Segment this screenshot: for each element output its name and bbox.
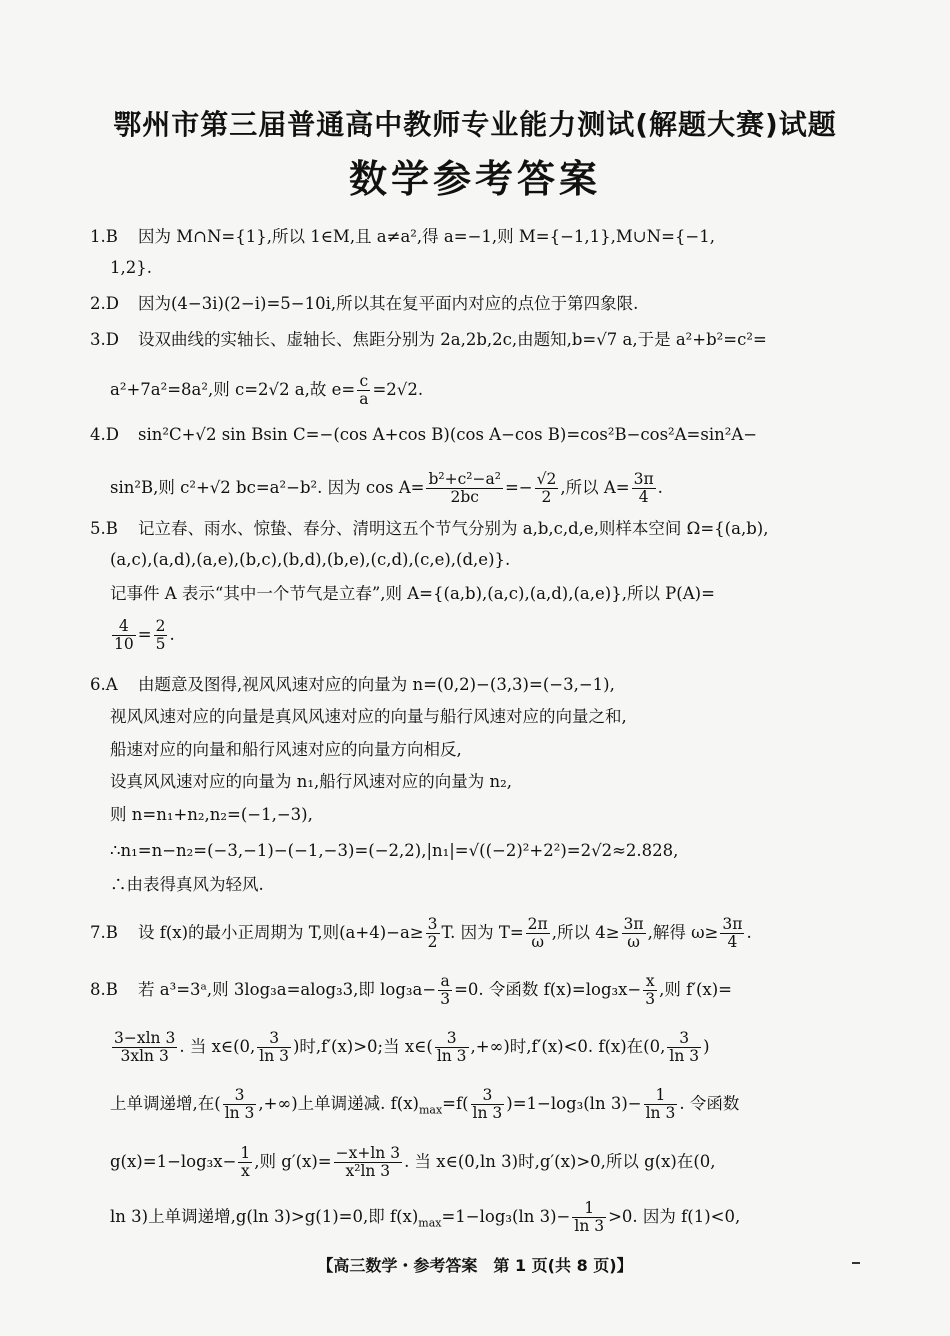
answer-text: =−: [504, 478, 533, 497]
fraction-3-over-ln3: $\frac{3}{\ln 3}$: [436, 1029, 467, 1065]
answer-text: a²+7a²=8a²,则 c=2√2 a,故 e=: [110, 380, 356, 399]
answer-4: [90, 424, 862, 446]
answer-8-cont: [110, 1145, 862, 1180]
exam-title: 鄂州市第三届普通高中教师专业能力测试(解题大赛)试题: [113, 108, 837, 141]
answer-8-cont: [110, 1087, 862, 1122]
answer-text: ,则 f′(x)=: [659, 980, 732, 999]
answer-number: 2.D: [90, 294, 119, 313]
answer-text: 记立春、雨水、惊蛰、春分、清明这五个节气分别为 a,b,c,d,e,则样本空间 Ω={(a,b),: [138, 519, 769, 538]
answer-text: 设双曲线的实轴长、虚轴长、焦距分别为 2a,2b,2c,由题知,b=√7 a,于是 a²+b²=c²=: [138, 330, 767, 349]
answer-text: ∴n₁=n−n₂=(−3,−1)−(−1,−3)=(−2,2),|n₁|=√((−2)²+2²)=2√2≈2.828,: [110, 841, 679, 860]
answer-text: sin²B,则 c²+√2 bc=a²−b². 因为 cos A=: [110, 478, 425, 497]
fraction-c-over-a: $\frac{c}{a}$: [359, 372, 369, 408]
fraction-fprime: $\frac{3-xln 3}{3xln 3}$: [114, 1029, 176, 1065]
fraction-3-over-ln3: $\frac{3}{\ln 3}$: [224, 1086, 255, 1122]
answer-6-cont: [110, 874, 862, 896]
answer-text: 1,2}.: [110, 258, 152, 277]
answer-text: >0. 因为 f(1)<0,: [608, 1207, 741, 1226]
answer-text: ,则 g′(x)=: [254, 1152, 332, 1171]
answer-text: 设真风风速对应的向量为 n₁,船行风速对应的向量为 n₂,: [110, 772, 512, 791]
fraction-3-over-ln3: $\frac{3}{\ln 3}$: [472, 1086, 503, 1122]
answer-7: 7.B 设 f(x)的最小正周期为 T,则(a+4)−a≥ $\frac{3}{2}$ T. 因为 T= $\frac{2\pi}{\omega}$ ,所以 4≥ $\frac{3\pi}{\omega}$ ,解得 ω≥ $\frac{3\pi}{4}$ .: [90, 915, 752, 951]
answer-text: ∴由表得真风为轻风.: [110, 875, 264, 894]
answer-text: . 当 x∈(0,: [179, 1037, 256, 1056]
answer-text: ,+∞)时,f′(x)<0. f(x)在(0,: [470, 1037, 666, 1056]
fraction-3pi-over-omega: $\frac{3\pi}{\omega}$: [623, 915, 644, 951]
answer-1-cont: [110, 257, 862, 279]
answer-text: 则 n=n₁+n₂,n₂=(−1,−3),: [110, 805, 313, 824]
answer-6-cont: [110, 804, 862, 826]
answer-5-cont: [110, 549, 862, 571]
answer-text: ln 3)上单调递增,g(ln 3)>g(1)=0,即 f(x): [110, 1207, 419, 1226]
answer-text: )时,f′(x)>0;当 x∈(: [293, 1037, 433, 1056]
answer-text: T. 因为 T=: [441, 923, 524, 942]
subscript-max: max: [418, 1103, 443, 1117]
answer-number: 4.D: [90, 425, 119, 444]
answer-8-cont: [110, 1030, 862, 1065]
answer-text: =f(: [442, 1094, 469, 1113]
fraction-3-over-ln3: $\frac{3}{\ln 3}$: [259, 1029, 289, 1065]
answer-8: [90, 973, 862, 1008]
answer-text: 视风风速对应的向量是真风风速对应的向量与船行风速对应的向量之和,: [110, 707, 627, 726]
answer-number: 3.D: [90, 330, 119, 349]
answer-text: . 当 x∈(0,ln 3)时,g′(x)>0,所以 g(x)在(0,: [404, 1152, 716, 1171]
answer-text: 上单调递增,在(: [110, 1094, 221, 1113]
answer-number: 8.B: [90, 980, 118, 999]
answer-text: 由题意及图得,视风风速对应的向量为 n=(0,2)−(3,3)=(−3,−1),: [138, 675, 615, 694]
answer-text: =2√2.: [372, 380, 424, 399]
answer-text: ): [703, 1037, 710, 1056]
answer-text: 若 a³=3ᵃ,则 3log₃a=alog₃3,即 log₃a−: [138, 980, 437, 999]
answer-text: (a,c),(a,d),(a,e),(b,c),(b,d),(b,e),(c,d),(c,e),(d,e)}.: [110, 550, 511, 569]
answer-6-cont: [110, 739, 862, 761]
answer-8-cont: [110, 1200, 862, 1235]
fraction-x-over-3: $\frac{x}{3}$: [645, 972, 656, 1008]
answer-number: 7.B: [90, 923, 118, 942]
answer-6: [90, 674, 862, 696]
answer-text: g(x)=1−log₃x−: [110, 1152, 237, 1171]
answer-4-cont: sin²B,则 c²+√2 bc=a²−b². 因为 cos A= $\frac{\text{b²+c²−a²}}{2bc}$ =− $\frac{√2}{2}$ ,所以 A= $\frac{3\pi}{4}$ .: [110, 470, 663, 506]
answer-3: [90, 329, 862, 351]
fraction-gprime: $\frac{-x+\ln 3}{\text{x²ln 3}}$: [335, 1144, 401, 1180]
subscript-max: max: [418, 1216, 442, 1230]
page-footer: 【高三数学・参考答案 第 1 页(共 8 页)】: [317, 1256, 633, 1275]
answer-5-cont: [110, 583, 862, 605]
answer-1: [90, 226, 862, 248]
answer-text: . 令函数: [679, 1094, 740, 1113]
answer-text: ,所以 A=: [560, 478, 630, 497]
fraction-1-over-x: $\frac{1}{x}$: [240, 1144, 251, 1180]
fraction-3-over-2: $\frac{3}{2}$: [427, 915, 438, 951]
answer-number: 6.A: [90, 675, 118, 694]
fraction-a-over-3: $\frac{a}{3}$: [440, 972, 451, 1008]
fraction-cosA: $\frac{\text{b²+c²−a²}}{2bc}$: [428, 470, 501, 506]
fraction-1-over-ln3: $\frac{1}{\ln 3}$: [645, 1086, 676, 1122]
scan-mark: [852, 1262, 860, 1264]
answer-text: =1−log₃(ln 3)−: [441, 1207, 571, 1226]
answer-text: sin²C+√2 sin Bsin C=−(cos A+cos B)(cos A−cos B)=cos²B−cos²A=sin²A−: [138, 425, 758, 444]
fraction-4-over-10: $\frac{4}{10}$: [114, 617, 134, 653]
answer-text: =0. 令函数 f(x)=log₃x−: [454, 980, 642, 999]
fraction-sqrt2-over-2: $\frac{√2}{2}$: [536, 470, 557, 506]
answer-5-cont: $\frac{4}{10}$ = $\frac{2}{5}$ .: [114, 617, 175, 653]
answer-text: 船速对应的向量和船行风速对应的向量方向相反,: [110, 740, 462, 759]
answer-text: 因为(4−3i)(2−i)=5−10i,所以其在复平面内对应的点位于第四象限.: [138, 294, 639, 313]
answer-number: 1.B: [90, 227, 118, 246]
fraction-1-over-ln3: $\frac{1}{\ln 3}$: [574, 1199, 605, 1235]
answer-3-cont: [110, 373, 862, 408]
answer-text: )=1−log₃(ln 3)−: [506, 1094, 642, 1113]
answer-text: ,所以 4≥: [551, 923, 620, 942]
fraction-3-over-ln3: $\frac{3}{\ln 3}$: [669, 1029, 700, 1065]
answer-5: [90, 518, 862, 540]
answer-text: ,解得 ω≥: [647, 923, 719, 942]
fraction-3pi-over-4-b: $\frac{3\pi}{4}$: [722, 915, 743, 951]
answer-text: ,+∞)上单调递减. f(x): [258, 1094, 419, 1113]
answer-number: 5.B: [90, 519, 118, 538]
answer-6-cont: [110, 840, 862, 862]
answer-2: [90, 293, 862, 315]
answer-text: 记事件 A 表示“其中一个节气是立春”,则 A={(a,b),(a,c),(a,d),(a,e)},所以 P(A)=: [110, 584, 715, 603]
fraction-3pi-over-4: $\frac{3\pi}{4}$: [633, 470, 654, 506]
page-title: 数学参考答案: [348, 157, 601, 201]
fraction-2-over-5: $\frac{2}{5}$: [155, 617, 166, 653]
answer-6-cont: [110, 706, 862, 728]
answer-6-cont: [110, 771, 862, 793]
answer-text: 因为 M∩N={1},所以 1∈M,且 a≠a²,得 a=−1,则 M={−1,1},M∪N={−1,: [138, 227, 715, 246]
fraction-2pi-over-omega: $\frac{2\pi}{\omega}$: [527, 915, 548, 951]
answer-text: 设 f(x)的最小正周期为 T,则(a+4)−a≥: [138, 923, 424, 942]
